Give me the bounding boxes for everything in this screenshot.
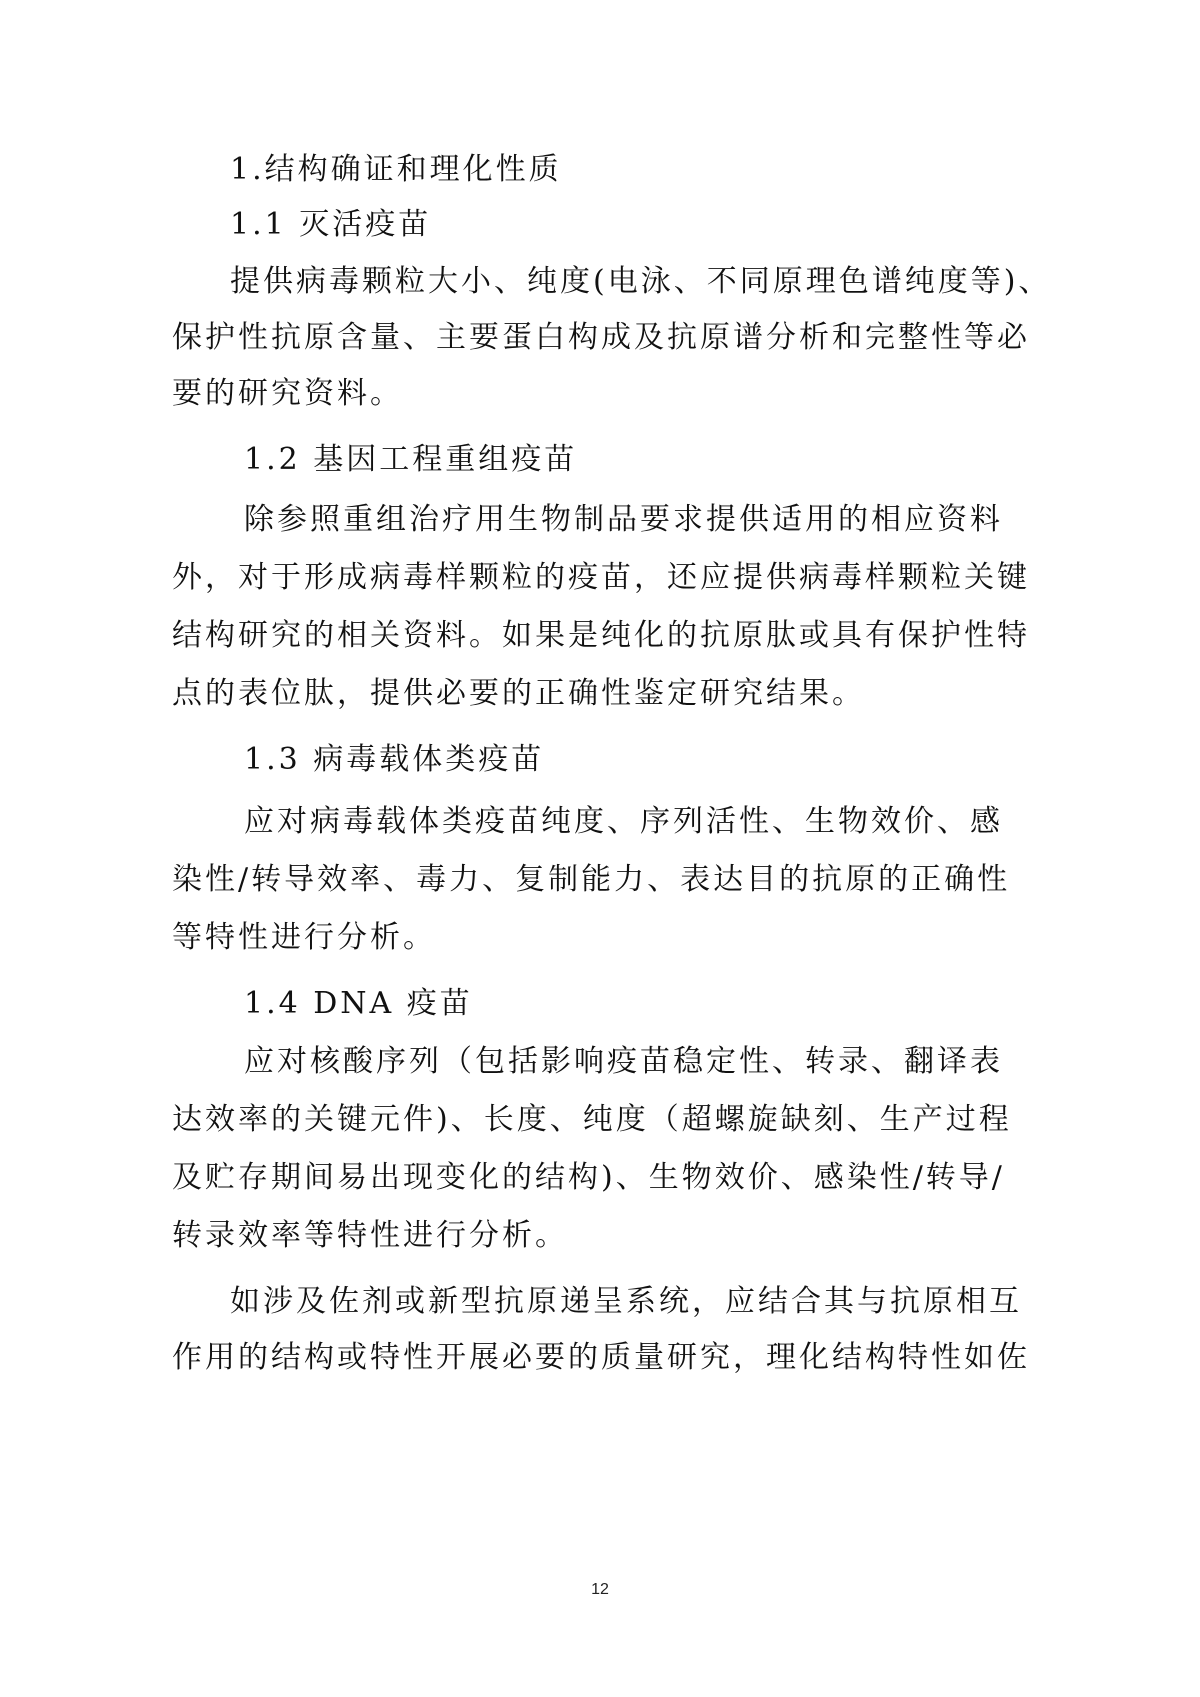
paragraph-line: 染性/转导效率、毒力、复制能力、表达目的抗原的正确性 [172,862,1011,897]
paragraph-line: 应对病毒载体类疫苗纯度、序列活性、生物效价、感 [244,804,1003,839]
paragraph-line: 转录效率等特性进行分析。 [172,1218,568,1253]
paragraph-line: 应对核酸序列（包括影响疫苗稳定性、转录、翻译表 [244,1044,1003,1079]
paragraph-line: 要的研究资料。 [172,376,403,411]
paragraph-line: 除参照重组治疗用生物制品要求提供适用的相应资料 [244,502,1003,537]
subsection-heading-1-1: 1.1 灭活疫苗 [230,207,432,242]
paragraph-line: 及贮存期间易出现变化的结构)、生物效价、感染性/转导/ [172,1160,1005,1195]
paragraph-line: 外，对于形成病毒样颗粒的疫苗，还应提供病毒样颗粒关键 [172,560,1030,595]
paragraph-line: 作用的结构或特性开展必要的质量研究，理化结构特性如佐 [172,1340,1030,1375]
paragraph-line: 提供病毒颗粒大小、纯度(电泳、不同原理色谱纯度等)、 [230,264,1052,299]
subsection-heading-1-4: 1.4 DNA 疫苗 [244,986,473,1021]
subsection-heading-1-3: 1.3 病毒载体类疫苗 [244,742,545,777]
paragraph-line: 结构研究的相关资料。如果是纯化的抗原肽或具有保护性特 [172,618,1030,653]
paragraph-line: 等特性进行分析。 [172,920,436,955]
paragraph-line: 点的表位肽，提供必要的正确性鉴定研究结果。 [172,676,865,711]
page-number: 12 [591,1581,609,1598]
paragraph-line: 保护性抗原含量、主要蛋白构成及抗原谱分析和完整性等必 [172,320,1030,355]
subsection-heading-1-2: 1.2 基因工程重组疫苗 [244,442,578,477]
paragraph-line: 达效率的关键元件)、长度、纯度（超螺旋缺刻、生产过程 [172,1102,1012,1137]
section-heading-1: 1.结构确证和理化性质 [230,152,562,187]
paragraph-line: 如涉及佐剂或新型抗原递呈系统，应结合其与抗原相互 [230,1284,1022,1319]
